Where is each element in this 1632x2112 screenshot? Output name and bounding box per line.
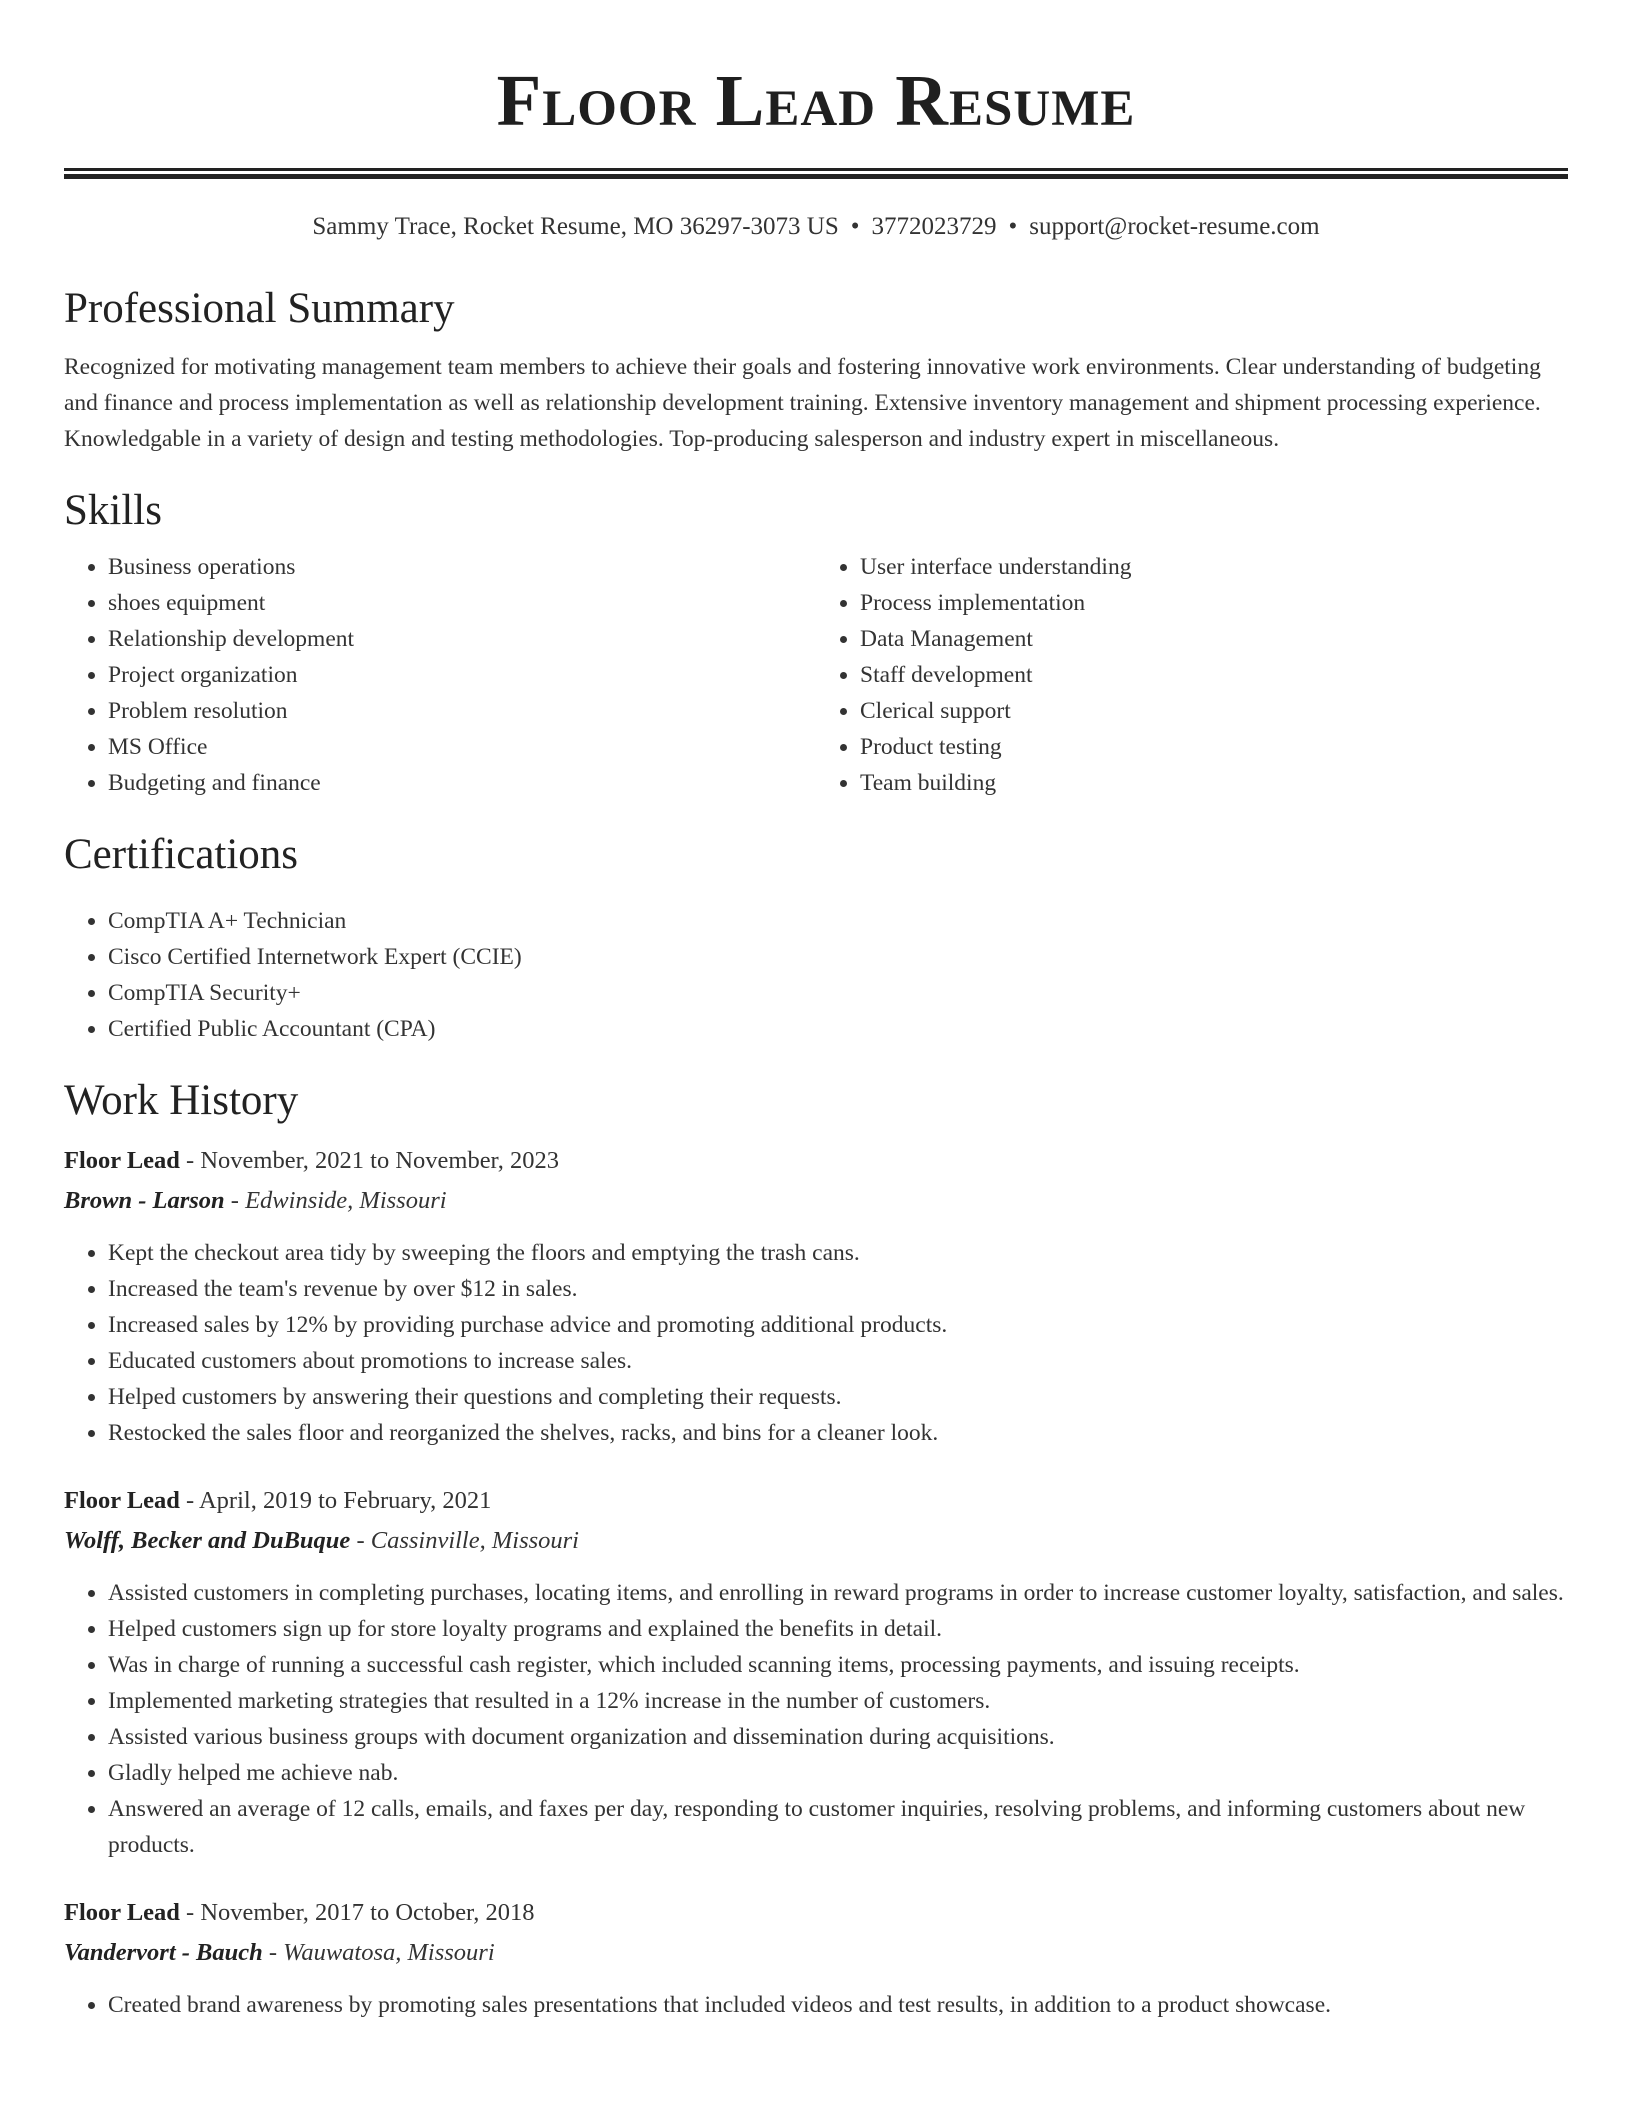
skill-item: • Project organization: [108, 657, 816, 693]
job-bullet: • Assisted various business groups with document organization and dissemination during acquisitions.: [108, 1719, 1568, 1755]
job-company-line: [64, 1933, 1568, 1973]
skills-heading: Skills: [64, 487, 162, 534]
contact-email: support@rocket-resume.com: [1029, 213, 1320, 240]
job-entry: [64, 1141, 1568, 1451]
skill-item: • Staff development: [860, 657, 1568, 693]
job-title-line: [64, 1141, 1568, 1181]
contact-phone: 3772023729: [871, 213, 997, 240]
title-divider: [64, 168, 1568, 179]
job-bullet: • Answered an average of 12 calls, emails, and faxes per day, responding to customer inquiries, resolving problems, and informing customers about new products.: [108, 1791, 1568, 1863]
job-location: - Cassinville, Missouri: [350, 1527, 579, 1554]
job-bullet: • Assisted customers in completing purchases, locating items, and enrolling in reward programs in order to increase customer loyalty, satisfaction, and sales.: [108, 1575, 1568, 1611]
job-bullet: • Implemented marketing strategies that resulted in a 12% increase in the number of customers.: [108, 1683, 1568, 1719]
certifications-list: [64, 903, 1568, 1047]
certification-item: • CompTIA A+ Technician: [108, 903, 1568, 939]
certification-item: • CompTIA Security+: [108, 975, 1568, 1011]
skill-item: • Process implementation: [860, 585, 1568, 621]
skill-item: • Problem resolution: [108, 693, 816, 729]
job-bullets: [64, 1987, 1568, 2023]
job-title-line: [64, 1893, 1568, 1933]
job-bullet: • Gladly helped me achieve nab.: [108, 1755, 1568, 1791]
job-location: - Edwinside, Missouri: [224, 1187, 447, 1214]
job-title: Floor Lead: [64, 1147, 180, 1174]
skill-item: • Business operations: [108, 549, 816, 585]
contact-address: Sammy Trace, Rocket Resume, MO 36297-3073 US: [312, 213, 839, 240]
job-dates: - November, 2017 to October, 2018: [179, 1899, 535, 1926]
job-location: - Wauwatosa, Missouri: [262, 1939, 495, 1966]
job-bullets: [64, 1575, 1568, 1863]
skill-item: • Relationship development: [108, 621, 816, 657]
resume-page: [64, 0, 1568, 2023]
certification-item: • Cisco Certified Internetwork Expert (CCIE): [108, 939, 1568, 975]
job-dates: - November, 2021 to November, 2023: [179, 1147, 559, 1174]
summary-text: Recognized for motivating management team members to achieve their goals and fostering innovative work environments. Clear understanding of budgeting and finance and process implementation as well as relationship development training. Extensive inventory management and shipment processing experience. Knowledgable in a variety of design and testing methodologies. Top-producing salesperson and industry expert in miscellaneous.: [64, 354, 1541, 452]
job-company: Vandervort - Bauch: [64, 1939, 263, 1966]
job-bullet: • Was in charge of running a successful cash register, which included scanning items, processing payments, and issuing receipts.: [108, 1647, 1568, 1683]
skill-item: • Data Management: [860, 621, 1568, 657]
skill-item: • Product testing: [860, 729, 1568, 765]
summary-heading: Professional Summary: [64, 285, 455, 332]
job-bullet: • Helped customers by answering their questions and completing their requests.: [108, 1379, 1568, 1415]
skills-list-right: [816, 549, 1568, 801]
job-title: Floor Lead: [64, 1899, 180, 1926]
certification-item: • Certified Public Accountant (CPA): [108, 1011, 1568, 1047]
certifications-heading: Certifications: [64, 831, 299, 878]
job-bullet: • Helped customers sign up for store loyalty programs and explained the benefits in detail.: [108, 1611, 1568, 1647]
job-company: Brown - Larson: [64, 1187, 225, 1214]
job-title-line: [64, 1481, 1568, 1521]
job-bullet: • Educated customers about promotions to increase sales.: [108, 1343, 1568, 1379]
job-company-line: [64, 1521, 1568, 1561]
skill-item: • shoes equipment: [108, 585, 816, 621]
skill-item: • User interface understanding: [860, 549, 1568, 585]
job-bullet: • Restocked the sales floor and reorganized the shelves, racks, and bins for a cleaner look.: [108, 1415, 1568, 1451]
contact-line: [64, 209, 1568, 245]
skill-item: • Budgeting and finance: [108, 765, 816, 801]
contact-separator: •: [850, 213, 860, 240]
job-entry: [64, 1893, 1568, 2023]
skills-list-left: [64, 549, 816, 801]
page-title: Floor Lead Resume: [496, 60, 1136, 141]
skill-item: • Clerical support: [860, 693, 1568, 729]
job-bullet: • Increased sales by 12% by providing purchase advice and promoting additional products.: [108, 1307, 1568, 1343]
job-company-line: [64, 1181, 1568, 1221]
skills-columns: [64, 549, 1568, 801]
job-entry: [64, 1481, 1568, 1863]
job-bullets: [64, 1235, 1568, 1451]
work-history-heading: Work History: [64, 1077, 299, 1124]
job-title: Floor Lead: [64, 1487, 180, 1514]
job-bullet: • Increased the team's revenue by over $12 in sales.: [108, 1271, 1568, 1307]
skill-item: • MS Office: [108, 729, 816, 765]
job-bullet: • Created brand awareness by promoting sales presentations that included videos and test results, in addition to a product showcase.: [108, 1987, 1568, 2023]
job-bullet: • Kept the checkout area tidy by sweeping the floors and emptying the trash cans.: [108, 1235, 1568, 1271]
job-company: Wolff, Becker and DuBuque: [64, 1527, 351, 1554]
contact-separator: •: [1008, 213, 1018, 240]
skill-item: • Team building: [860, 765, 1568, 801]
job-dates: - April, 2019 to February, 2021: [179, 1487, 492, 1514]
